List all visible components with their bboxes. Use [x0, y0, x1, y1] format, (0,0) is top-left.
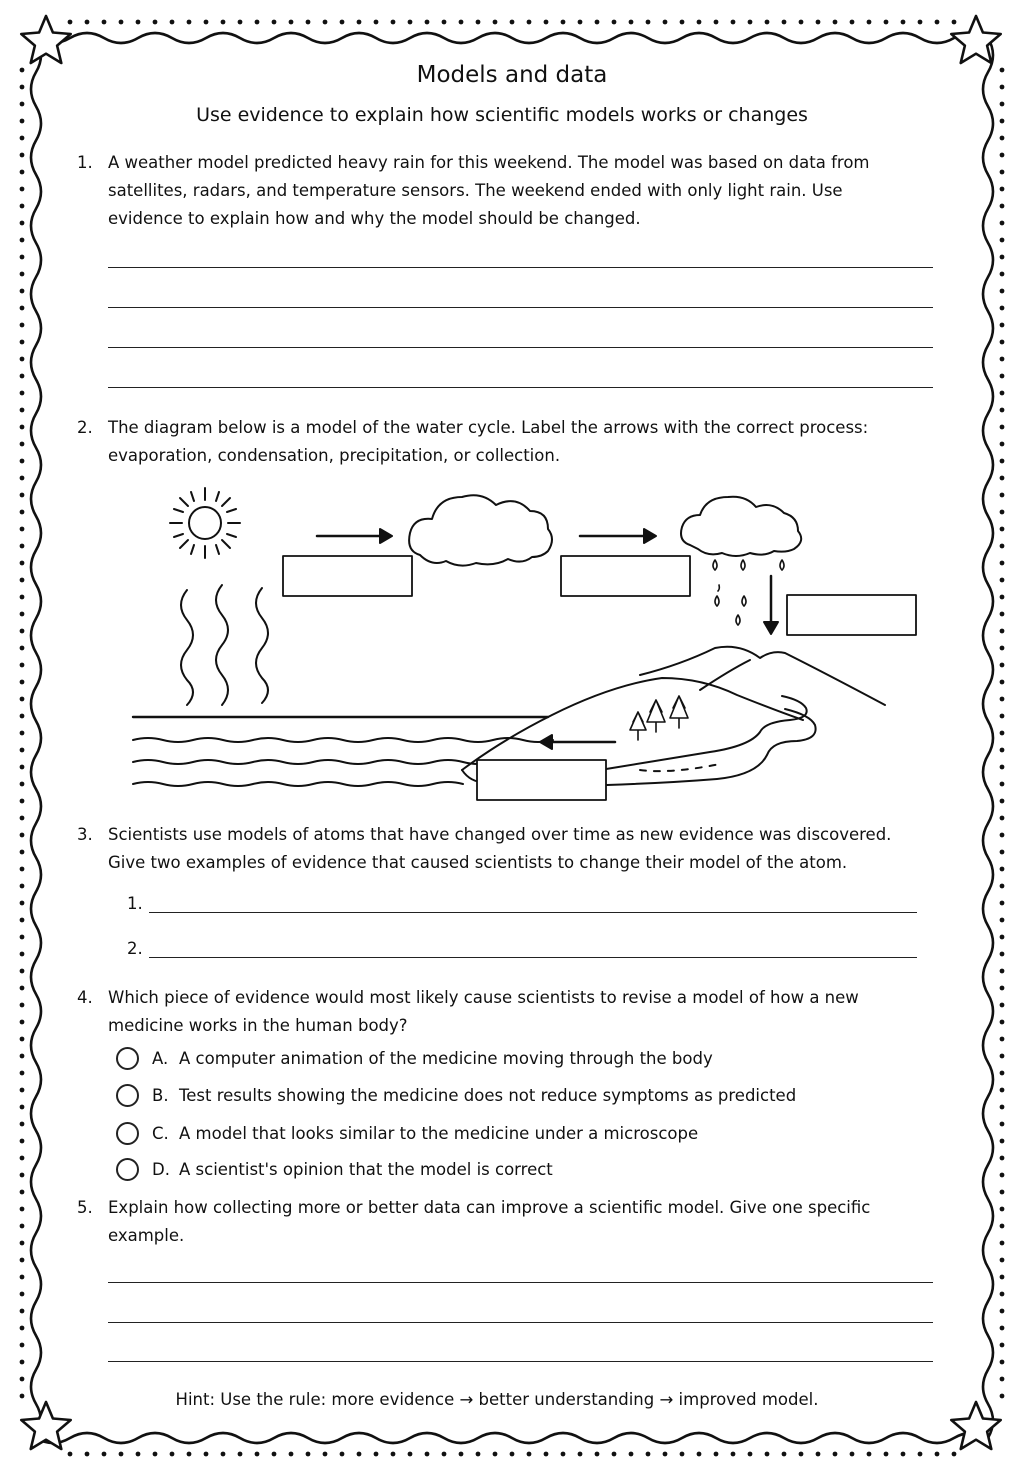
label-box-evaporation[interactable]: [283, 556, 412, 596]
evaporation-wave-icon: [181, 590, 193, 705]
q1-number: 1.: [77, 153, 93, 172]
option-d-letter: D.: [152, 1160, 170, 1179]
q5-answer-line-3[interactable]: [108, 1361, 933, 1362]
evaporation-wave-icon: [256, 588, 268, 703]
label-box-precipitation[interactable]: [787, 595, 916, 635]
ocean-wave-icon: [133, 782, 463, 786]
option-d-text: A scientist's opinion that the model is correct: [179, 1160, 553, 1179]
river-icon: [640, 764, 720, 771]
q4-number: 4.: [77, 988, 93, 1007]
cloud-icon: [409, 495, 552, 565]
ocean-wave-icon: [133, 760, 493, 764]
q1-line-2: satellites, radars, and temperature sensors. The weekend ended with only light rain. Use: [108, 181, 843, 200]
q3-answer-line-2[interactable]: [149, 957, 917, 958]
arrow-right-icon: [317, 529, 392, 543]
q2-line-2: evaporation, condensation, precipitation, or collection.: [108, 446, 561, 465]
option-b-text: Test results showing the medicine does not reduce symptoms as predicted: [179, 1086, 797, 1105]
q3-line-2: Give two examples of evidence that caused scientists to change their model of the atom.: [108, 853, 848, 872]
q1-line-1: A weather model predicted heavy rain for this weekend. The model was based on data from: [108, 153, 870, 172]
option-a-text: A computer animation of the medicine moving through the body: [179, 1049, 713, 1068]
q5-line-1: Explain how collecting more or better data can improve a scientific model. Give one specific: [108, 1198, 871, 1217]
label-box-collection[interactable]: [477, 760, 606, 800]
q5-answer-line-1[interactable]: [108, 1282, 933, 1283]
cloud-icon: [681, 497, 801, 556]
tree-icon: [630, 696, 688, 740]
mountains-icon: [640, 647, 885, 705]
q3-answer-line-1[interactable]: [149, 912, 917, 913]
option-a-letter: A.: [152, 1049, 169, 1068]
option-c-radio[interactable]: [116, 1122, 139, 1145]
mountains-icon: [700, 660, 750, 690]
option-a-radio[interactable]: [116, 1047, 139, 1070]
ocean-wave-icon: [133, 738, 553, 742]
arrow-left-icon: [540, 735, 615, 749]
arrow-right-icon: [580, 529, 656, 543]
river-icon: [600, 696, 807, 770]
q1-line-3: evidence to explain how and why the model should be changed.: [108, 209, 641, 228]
q3-line-1: Scientists use models of atoms that have changed over time as new evidence was discovered.: [108, 825, 892, 844]
q4-line-2: medicine works in the human body?: [108, 1016, 408, 1035]
label-box-condensation[interactable]: [561, 556, 690, 596]
option-b-letter: B.: [152, 1086, 169, 1105]
evaporation-wave-icon: [216, 585, 228, 705]
worksheet-title: Models and data: [416, 62, 608, 88]
option-b-radio[interactable]: [116, 1084, 139, 1107]
q4-line-1: Which piece of evidence would most likely cause scientists to revise a model of how a new: [108, 988, 859, 1007]
q3-answer-1-label: 1.: [127, 894, 143, 913]
q2-number: 2.: [77, 418, 93, 437]
sun-icon: [170, 488, 240, 558]
option-d-radio[interactable]: [116, 1158, 139, 1181]
worksheet-subtitle: Use evidence to explain how scientific models works or changes: [196, 104, 808, 126]
q3-answer-2-label: 2.: [127, 939, 143, 958]
option-c-text: A model that looks similar to the medicine under a microscope: [179, 1124, 699, 1143]
hint-text: Hint: Use the rule: more evidence → better understanding → improved model.: [175, 1390, 819, 1409]
q5-answer-line-2[interactable]: [108, 1322, 933, 1323]
q5-line-2: example.: [108, 1226, 185, 1245]
q5-number: 5.: [77, 1198, 93, 1217]
q2-line-1: The diagram below is a model of the water cycle. Label the arrows with the correct process:: [108, 418, 869, 437]
q3-number: 3.: [77, 825, 93, 844]
rain-drops-icon: [713, 560, 784, 625]
option-c-letter: C.: [152, 1124, 169, 1143]
arrow-down-icon: [764, 576, 778, 634]
